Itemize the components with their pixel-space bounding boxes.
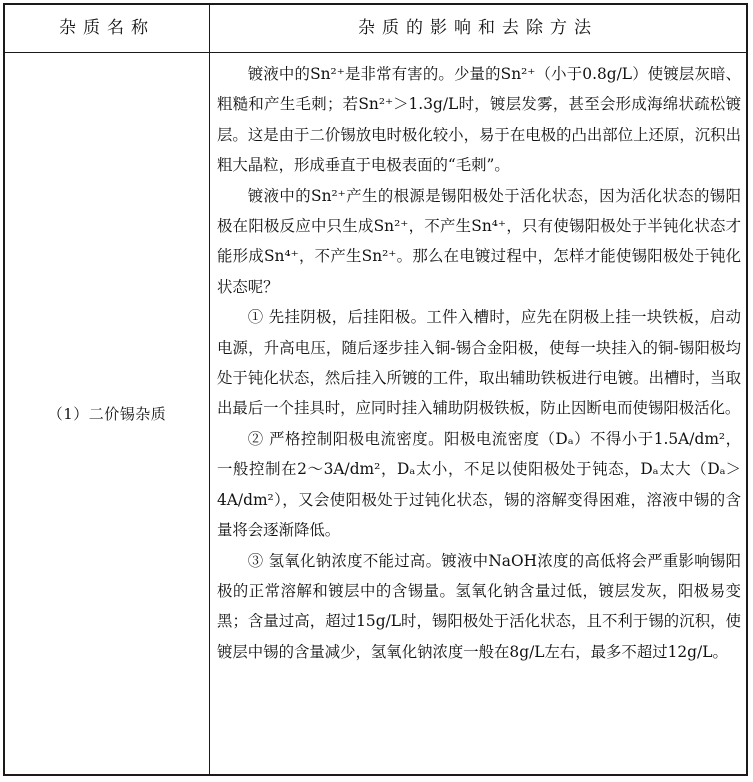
paragraph-effect: 镀液中的Sn²⁺是非常有害的。少量的Sn²⁺（小于0.8g/L）使镀层灰暗、粗糙和产生毛刺；若Sn²⁺＞1.3g/L时，镀层发雾，甚至会形成海绵状疏松镀层。这是由于二价锡放电时极化较小，易于在电极的凸出部位上还原，沉积出粗大晶粒，形成垂直于电极表面的“毛刺”。: [217, 65, 741, 175]
impurity-table: [3, 3, 748, 776]
paragraph-method-2: ② 严格控制阳极电流密度。阳极电流密度（Dₐ）不得小于1.5A/dm²，一般控制在2～3A/dm²，Dₐ太小，不足以使阳极处于钝态，Dₐ太大（Dₐ＞4A/dm²），又会使阳极处于过钝化状态，锡的溶解变得困难，溶液中锡的含量将会逐渐降低。: [217, 429, 741, 540]
paragraph-method-1: ① 先挂阴极，后挂阳极。工件入槽时，应先在阴极上挂一块铁板，启动电源，升高电压，随后逐步挂入铜-锡合金阳极，使每一块挂入的铜-锡阳极均处于钝化状态，然后挂入所镀的工件，取出辅助铁板进行电镀。出槽时，当取出最后一个挂具时，应同时挂入辅助阴极铁板，防止因断电而使锡阳极活化。: [217, 308, 741, 418]
effect-and-removal-cell: [217, 59, 741, 667]
header-impurity-name: 杂质名称: [59, 18, 155, 38]
impurity-name-cell: [5, 53, 209, 774]
column-divider: [209, 5, 210, 774]
table-header: [5, 5, 746, 53]
header-effect-and-removal: 杂质的影响和去除方法: [358, 18, 598, 38]
paragraph-method-3: ③ 氢氧化钠浓度不能过高。镀液中NaOH浓度的高低将会严重影响锡阳极的正常溶解和镀层中的含锡量。氢氧化钠含量过低，镀层发灰，阳极易变黑；含量过高，超过15g/L时，锡阳极处于活化状态，且不利于锡的沉积，使镀层中锡的含量减少，氢氧化钠浓度一般在8g/L左右，最多不超过12g/L。: [217, 551, 741, 661]
impurity-name: （1）二价锡杂质: [47, 405, 167, 423]
paragraph-origin: 镀液中的Sn²⁺产生的根源是锡阳极处于活化状态，因为活化状态的锡阳极在阳极反应中只生成Sn²⁺，不产生Sn⁴⁺，只有使锡阳极处于半钝化状态才能形成Sn⁴⁺，不产生Sn²⁺。那么在电镀过程中，怎样才能使锡阳极处于钝化状态呢？: [217, 186, 741, 296]
